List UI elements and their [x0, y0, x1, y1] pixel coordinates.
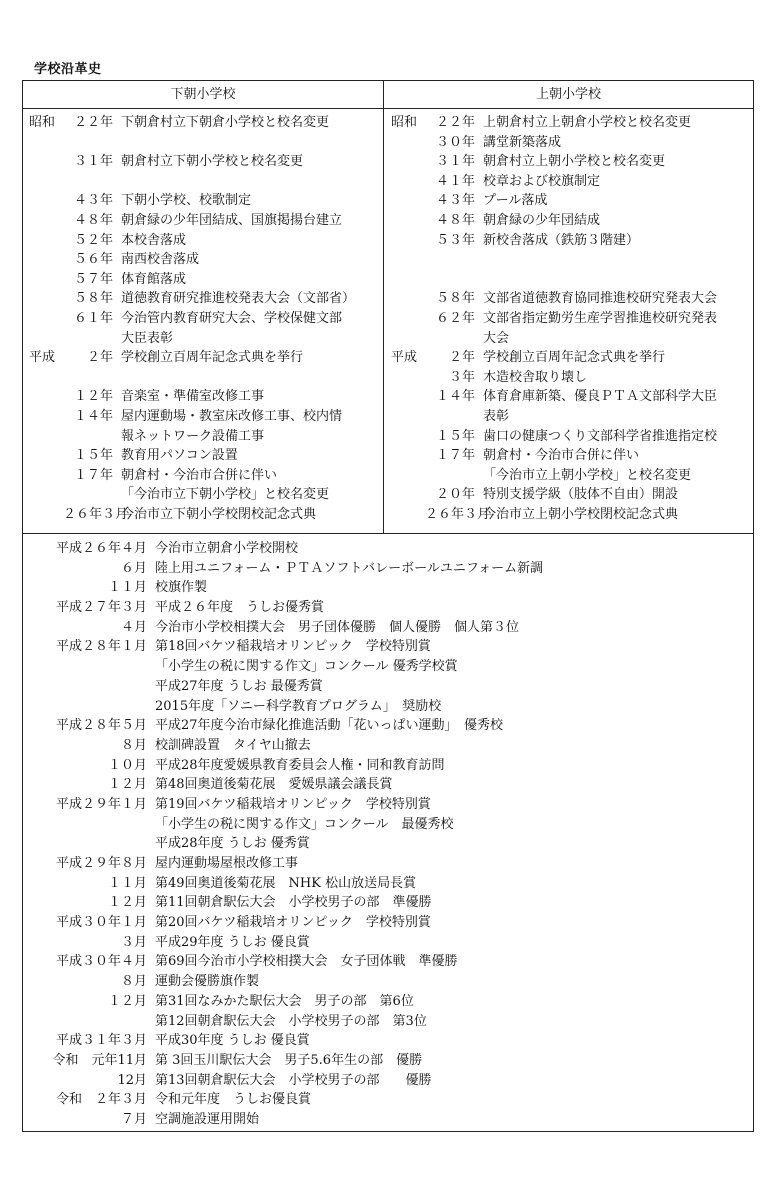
event-text: 下朝倉村立下朝倉小学校と校名変更: [121, 115, 330, 130]
year-label: ２２年: [73, 115, 113, 130]
date-label: 平成３１年３月: [55, 1033, 147, 1049]
year-label: １７年: [73, 467, 113, 483]
event-text: 道徳教育研究推進校発表大会（文部省）: [121, 291, 356, 307]
event-text: 朝倉緑の少年団結成: [483, 212, 601, 228]
history-row: [29, 972, 749, 992]
event-text: 空調施設運用開始: [155, 1111, 260, 1127]
event-text: 平成27年度 うしお 最優秀賞: [155, 678, 323, 694]
history-row: [29, 1110, 749, 1130]
blank-line: [391, 270, 749, 290]
history-row: [29, 598, 749, 618]
event-text: 平成29年度 うしお 優良賞: [155, 934, 310, 950]
blank-line: [29, 368, 379, 388]
history-row: [29, 736, 749, 756]
date-label: 平成２９年８月: [55, 856, 147, 871]
event-text: 学校創立百周年記念式典を挙行: [121, 350, 304, 366]
event-text: 朝倉村立下朝小学校と校名変更: [121, 154, 304, 170]
event-text: 第31回なみかた駅伝大会 男子の部 第6位: [155, 993, 414, 1009]
year-label: ４３年: [435, 193, 475, 209]
blank-line: [29, 172, 379, 192]
year-label: ５８年: [73, 291, 113, 307]
event-text: 表彰: [483, 408, 510, 424]
event-text: 音楽室・準備室改修工事: [121, 389, 265, 405]
timeline-row: [29, 309, 379, 329]
timeline-row: [29, 113, 379, 133]
event-text: 「今治市立下朝小学校」と校名変更: [121, 487, 330, 503]
timeline-row: [391, 387, 749, 407]
history-row: [29, 756, 749, 776]
year-label: １５年: [435, 428, 475, 444]
year-label: １７年: [435, 448, 475, 464]
history-row: [29, 913, 749, 933]
timeline-row: [391, 427, 749, 447]
year-label: ３１年: [73, 154, 113, 170]
history-row: [29, 697, 749, 717]
event-text: 体育館落成: [121, 271, 187, 287]
event-text: 平成28年度 うしお 優秀賞: [155, 836, 310, 852]
history-row: [29, 815, 749, 835]
history-row: [29, 795, 749, 815]
date-label: 平成２８年５月: [55, 718, 147, 734]
timeline-row: [391, 446, 749, 466]
year-label: １５年: [73, 448, 113, 464]
year-label: １４年: [73, 408, 113, 424]
history-row: [29, 539, 749, 559]
date-label: ８月: [120, 737, 147, 753]
history-row: [29, 854, 749, 874]
history-row: [29, 1090, 749, 1110]
event-text: 第13回朝倉駅伝大会 小学校男子の部 優勝: [155, 1072, 432, 1088]
date-label: ３月: [120, 934, 147, 950]
year-label: ２６年３月: [63, 506, 129, 522]
year-label: ２２年: [435, 115, 475, 130]
timeline-row: [29, 250, 379, 270]
event-text: 歯口の健康つくり文部科学省推進指定校: [483, 428, 718, 444]
event-text: 今治管内教育研究大会、学校保健文部: [121, 310, 343, 326]
event-text: 平成28年度愛媛県教育委員会人権・同和教育訪問: [155, 757, 445, 773]
year-label: ６１年: [73, 310, 113, 326]
timeline-row: [391, 211, 749, 231]
event-text: プール落成: [483, 193, 548, 209]
event-text: 陸上用ユニフォーム・ＰＴＡソフトバレーボールユニフォーム新調: [155, 560, 544, 576]
event-text: 第20回バケツ稲栽培オリンピック 学校特別賞: [155, 915, 431, 931]
date-label: 平成２７年３月: [55, 600, 147, 616]
year-label: ５６年: [73, 252, 113, 268]
year-label: ５３年: [435, 232, 475, 248]
timeline-row: [29, 485, 379, 505]
date-label: １０月: [107, 757, 147, 773]
date-label: １２月: [107, 895, 147, 911]
event-text: 「小学生の税に関する作文」コンクール 最優秀校: [155, 816, 454, 832]
event-text: 大臣表彰: [121, 330, 174, 346]
event-text: 今治市立上朝小学校閉校記念式典: [483, 506, 679, 522]
history-row: [29, 834, 749, 854]
event-text: 第11回朝倉駅伝大会 小学校男子の部 準優勝: [155, 895, 432, 911]
event-text: 朝倉村立上朝小学校と校名変更: [483, 154, 666, 170]
timeline-row: [29, 329, 379, 349]
timeline-row: [391, 289, 749, 309]
year-label: ４８年: [73, 212, 113, 228]
table-header-row: [23, 81, 753, 109]
year-label: ６２年: [435, 310, 475, 326]
timeline-row: [29, 466, 379, 486]
date-label: ７月: [120, 1111, 147, 1127]
year-label: ４３年: [73, 193, 113, 209]
history-row: [29, 637, 749, 657]
event-text: 第48回奥道後菊花展 愛媛県議会議長賞: [155, 777, 393, 793]
history-row: [29, 716, 749, 736]
timeline-row: [391, 133, 749, 153]
event-text: 第 3回玉川駅伝大会 男子5.6年生の部 優勝: [155, 1052, 423, 1068]
asakura-history-list: [29, 539, 749, 1130]
event-text: 2015年度「ソニー科学教育プログラム」 奨励校: [155, 698, 442, 714]
history-row: [29, 893, 749, 913]
event-text: 平成２６年度 うしお優秀賞: [155, 600, 325, 616]
timeline-row: [391, 113, 749, 133]
history-row: [29, 775, 749, 795]
event-text: 木造校舎取り壊し: [483, 369, 588, 385]
event-text: 朝倉緑の少年団結成、国旗掲揚台建立: [121, 212, 343, 228]
event-text: 南西校舎落成: [121, 252, 200, 268]
timeline-row: [29, 289, 379, 309]
timeline-row: [29, 348, 379, 368]
date-label: 令和 元年11月: [52, 1052, 147, 1068]
event-text: 第12回朝倉駅伝大会 小学校男子の部 第3位: [155, 1013, 427, 1029]
history-row: [29, 933, 749, 953]
year-label: ４１年: [435, 173, 475, 189]
event-text: 平成30年度 うしお 優良賞: [155, 1033, 310, 1049]
timeline-row: [29, 231, 379, 251]
date-label: 令和 ２年３月: [55, 1092, 147, 1108]
year-label: １４年: [435, 389, 475, 405]
year-label: ２年: [448, 350, 475, 366]
blank-line: [29, 133, 379, 153]
timeline-row: [29, 427, 379, 447]
history-row: [29, 1071, 749, 1091]
timeline-row: [391, 368, 749, 388]
event-text: 下朝小学校、校歌制定: [121, 193, 252, 209]
blank-line: [391, 250, 749, 270]
timeline-row: [29, 191, 379, 211]
history-table: [22, 80, 754, 1132]
date-label: １２月: [107, 993, 147, 1009]
timeline-row: [391, 172, 749, 192]
timeline-row: [391, 191, 749, 211]
timeline-row: [391, 152, 749, 172]
event-text: 上朝倉村立上朝倉小学校と校名変更: [483, 115, 692, 130]
event-text: 第49回奥道後菊花展 NHK 松山放送局長賞: [155, 875, 417, 891]
event-text: 運動会優勝旗作製: [155, 974, 260, 990]
event-text: 特別支援学級（肢体不自由）開設: [483, 487, 679, 503]
event-text: 今治市小学校相撲大会 男子団体優勝 個人優勝 個人第３位: [155, 619, 520, 635]
kamiasa-history-column: [391, 113, 749, 524]
history-row: [29, 578, 749, 598]
year-label: １２年: [73, 389, 113, 405]
event-text: 朝倉村・今治市合併に伴い: [121, 467, 278, 483]
date-label: 平成３０年１月: [55, 915, 147, 931]
header-kamiasa: 上朝小学校: [535, 87, 601, 102]
header-shimoasa: 下朝小学校: [170, 87, 236, 102]
event-text: 本校舎落成: [121, 232, 187, 248]
history-row: [29, 1031, 749, 1051]
timeline-row: [29, 505, 379, 525]
date-label: 平成２８年１月: [55, 639, 147, 655]
date-label: 平成２６年４月: [55, 541, 147, 556]
year-label: ４８年: [435, 212, 475, 228]
timeline-row: [29, 211, 379, 231]
event-text: 報ネットワーク設備工事: [121, 428, 265, 444]
event-text: 平成27年度今治市緑化推進活動「花いっぱい運動」 優秀校: [155, 718, 504, 734]
history-row: [29, 618, 749, 638]
year-label: ２０年: [435, 487, 475, 503]
era-label: 昭和: [29, 115, 56, 130]
year-label: ２６年３月: [425, 506, 491, 522]
timeline-row: [391, 466, 749, 486]
event-text: 体育倉庫新築、優良ＰＴＡ文部科学大臣: [483, 389, 718, 405]
timeline-row: [29, 152, 379, 172]
date-label: １１月: [107, 875, 147, 891]
date-label: ６月: [120, 560, 147, 576]
history-row: [29, 874, 749, 894]
date-label: ８月: [120, 974, 147, 990]
event-text: 今治市立朝倉小学校開校: [155, 541, 299, 556]
timeline-row: [391, 485, 749, 505]
timeline-row: [391, 348, 749, 368]
timeline-row: [29, 407, 379, 427]
date-label: 平成３０年４月: [55, 954, 147, 970]
event-text: 今治市立下朝小学校閉校記念式典: [121, 506, 317, 522]
timeline-row: [391, 407, 749, 427]
date-label: 平成２９年１月: [55, 796, 147, 812]
year-label: ３０年: [435, 134, 475, 150]
year-label: ５７年: [73, 271, 113, 287]
timeline-row: [391, 231, 749, 251]
event-text: 屋内運動場屋根改修工事: [155, 856, 299, 871]
history-row: [29, 559, 749, 579]
timeline-row: [29, 446, 379, 466]
event-text: 大会: [483, 330, 510, 346]
event-text: 「小学生の税に関する作文」コンクール 優秀学校賞: [155, 659, 458, 675]
event-text: 校章および校旗制定: [483, 173, 601, 189]
event-text: 校訓碑設置 タイヤ山撤去: [155, 737, 311, 753]
event-text: 講堂新築落成: [483, 134, 562, 150]
event-text: 朝倉村・今治市合併に伴い: [483, 448, 640, 464]
history-row: [29, 992, 749, 1012]
year-label: ３年: [448, 369, 475, 385]
timeline-row: [391, 309, 749, 329]
timeline-row: [391, 505, 749, 525]
year-label: ２年: [86, 350, 113, 366]
event-text: 令和元年度 うしお優良賞: [155, 1092, 312, 1108]
date-label: １１月: [107, 580, 147, 596]
document-title: 学校沿革史: [34, 62, 102, 77]
event-text: 第69回今治市小学校相撲大会 女子団体戦 準優勝: [155, 954, 458, 970]
history-row: [29, 1012, 749, 1032]
history-row: [29, 952, 749, 972]
section-divider: [23, 533, 753, 534]
year-label: ３１年: [435, 154, 475, 170]
era-label: 平成: [29, 350, 56, 366]
era-label: 平成: [391, 350, 418, 366]
timeline-row: [29, 387, 379, 407]
event-text: 第18回バケツ稲栽培オリンピック 学校特別賞: [155, 639, 431, 655]
event-text: 文部省道徳教育協同推進校研究発表大会: [483, 291, 718, 307]
column-divider: [383, 81, 384, 533]
history-row: [29, 657, 749, 677]
timeline-row: [29, 270, 379, 290]
event-text: 屋内運動場・教室床改修工事、校内情: [121, 408, 343, 424]
history-row: [29, 677, 749, 697]
history-row: [29, 1051, 749, 1071]
event-text: 「今治市立上朝小学校」と校名変更: [483, 467, 692, 483]
event-text: 第19回バケツ稲栽培オリンピック 学校特別賞: [155, 796, 431, 812]
date-label: ４月: [120, 619, 147, 635]
event-text: 校旗作製: [155, 580, 208, 596]
date-label: １２月: [107, 777, 147, 793]
event-text: 学校創立百周年記念式典を挙行: [483, 350, 666, 366]
event-text: 新校舎落成（鉄筋３階建）: [483, 232, 640, 248]
date-label: 12月: [117, 1072, 147, 1088]
era-label: 昭和: [391, 115, 418, 130]
event-text: 教育用パソコン設置: [121, 448, 238, 464]
shimoasa-history-column: [29, 113, 379, 524]
event-text: 文部省指定勤労生産学習推進校研究発表: [483, 310, 718, 326]
year-label: ５８年: [435, 291, 475, 307]
year-label: ５２年: [73, 232, 113, 248]
timeline-row: [391, 329, 749, 349]
